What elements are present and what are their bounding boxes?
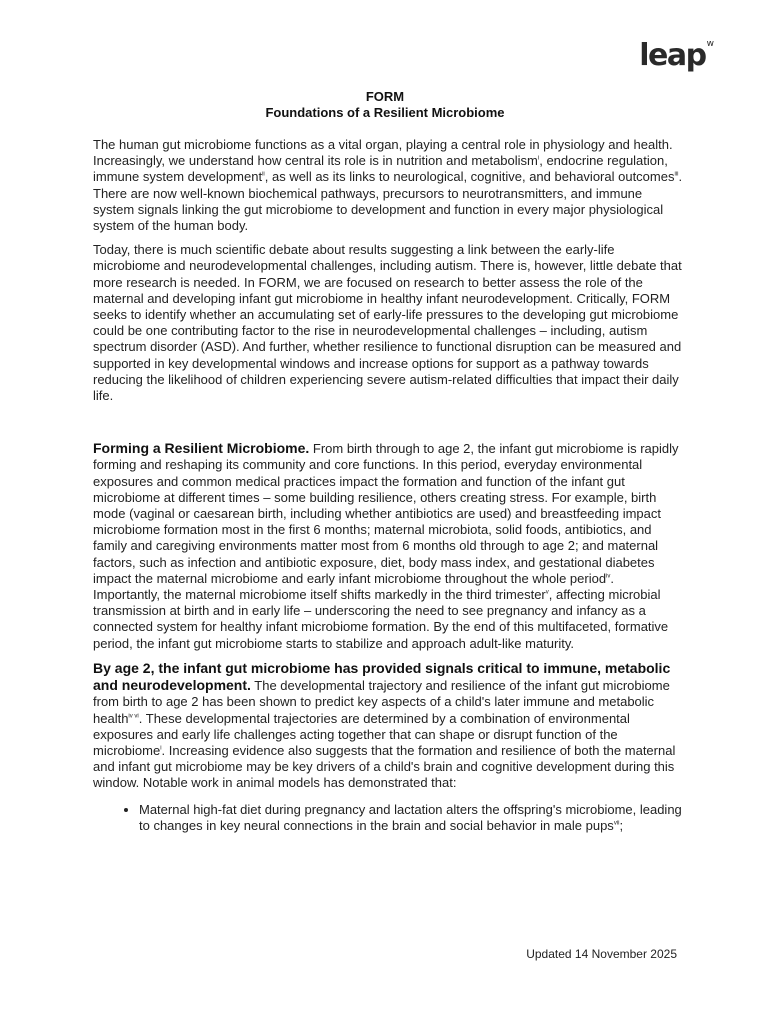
paragraph-text: . Importantly, the maternal microbiome itself shifts markedly in the third trimester — [93, 570, 615, 603]
citation-marker: i — [537, 155, 540, 162]
paragraph-text: , affecting microbial transmission at birth and in early life – underscoring the need to see pregnancy and infancy as a connected system for healthy infant microbiome formation. By the end of this multifaceted, formative period, the infant gut microbiome starts to stabilize and approach adult-like maturity. — [93, 587, 669, 651]
citation-marker: v — [545, 589, 549, 596]
citation-marker: iv vi — [128, 713, 139, 720]
document-subtitle: Foundations of a Resilient Microbiome — [265, 105, 505, 120]
document-body — [93, 137, 683, 834]
footer-updated-date: Updated 14 November 2025 — [526, 947, 677, 961]
citation-marker: i — [160, 745, 162, 752]
paragraph-text: From birth through to age 2, the infant gut microbiome is rapidly forming and reshaping its community and core functions. In this period, everyday environmental exposures and common medical practices impact the formation and function of the infant gut microbiome at different times – some building resilience, others creating stress. For example, birth mode (vaginal or caesarean birth, including whether antibiotics are used) and breastfeeding impact microbiome formation most in the first 6 months; maternal microbiota, solid foods, antibiotics, and family and caregiving environments matter most from 6 months old through to age 2; and maternal factors, such as infection and antibiotic exposure, diet, body mass index, and gestational diabetes impact the maternal microbiome and early infant microbiome throughout the whole period — [93, 441, 679, 586]
findings-list — [93, 802, 683, 834]
list-item-text: ; — [619, 817, 624, 833]
list-item — [139, 802, 683, 834]
paragraph-debate: Today, there is much scientific debate about results suggesting a link between the early-life microbiome and neurodevelopmental challenges, including autism. There is, however, little debate that more research is needed. In FORM, we are focused on research to better assess the role of the maternal and developing infant gut microbiome in healthy infant neurodevelopment. Critically, FORM seeks to identify whether an accumulating set of early-life pressures to the developing gut microbiome could be one contributing factor to the rise in neurodevelopmental challenges – including, autism spectrum disorder (ASD). And further, whether resilience to functional disruption can be measured and supported in key developmental windows and increase options for support as a pathway towards reducing the likelihood of children experiencing severe autism-related difficulties that impact their daily life. — [93, 242, 682, 404]
logo-mark: w — [706, 39, 714, 49]
paragraph-text: . There are now well-known biochemical pathways, precursors to neurotransmitters, and immune system signals linking the gut microbiome to development and function in every major physiological system of the human body. — [93, 169, 683, 234]
title-block — [0, 89, 770, 121]
paragraph-intro — [93, 137, 683, 234]
paragraph-text: The developmental trajectory and resilience of the infant gut microbiome from birth to age 2 has been shown to predict key aspects of a child's later immune and metabolic health — [93, 678, 670, 726]
paragraph-text: The human gut microbiome functions as a vital organ, playing a central role in physiology and health. Increasingly, we understand how central its role is in nutrition and metabolism — [93, 137, 673, 169]
paragraph-text: . These developmental trajectories are determined by a combination of environmental exposures and early life challenges acting together that can shape or disrupt function of the microbiome — [93, 710, 630, 758]
leap-logo — [639, 38, 714, 73]
section-heading: By age 2, the infant gut microbiome has provided signals critical to immune, metabolic and neurodevelopment. — [93, 659, 671, 694]
list-item-text: Maternal high-fat diet during pregnancy and lactation alters the offspring's microbiome, leading to changes in key neural connections in the brain and social behavior in male pups — [139, 801, 682, 833]
paragraph-text: , endocrine regulation, immune system development — [93, 153, 668, 185]
paragraph-forming — [93, 440, 683, 652]
citation-marker: iii — [674, 172, 679, 179]
paragraph-text: . Increasing evidence also suggests that the formation and resilience of both the maternal and infant gut microbiome may be key drivers of a child's brain and cognitive development during this window. Notable work in animal models has demonstrated that: — [93, 742, 676, 791]
section-heading: Forming a Resilient Microbiome. — [93, 440, 310, 457]
citation-marker: iv — [606, 573, 611, 580]
citation-marker: ii — [262, 172, 265, 179]
logo-text: leap — [639, 38, 706, 73]
paragraph-age-two — [93, 660, 683, 792]
paragraph-text: , as well as its links to neurological, cognitive, and behavioral outcomes — [264, 169, 675, 185]
document-title: FORM — [365, 89, 405, 104]
citation-marker: vii — [613, 820, 620, 827]
